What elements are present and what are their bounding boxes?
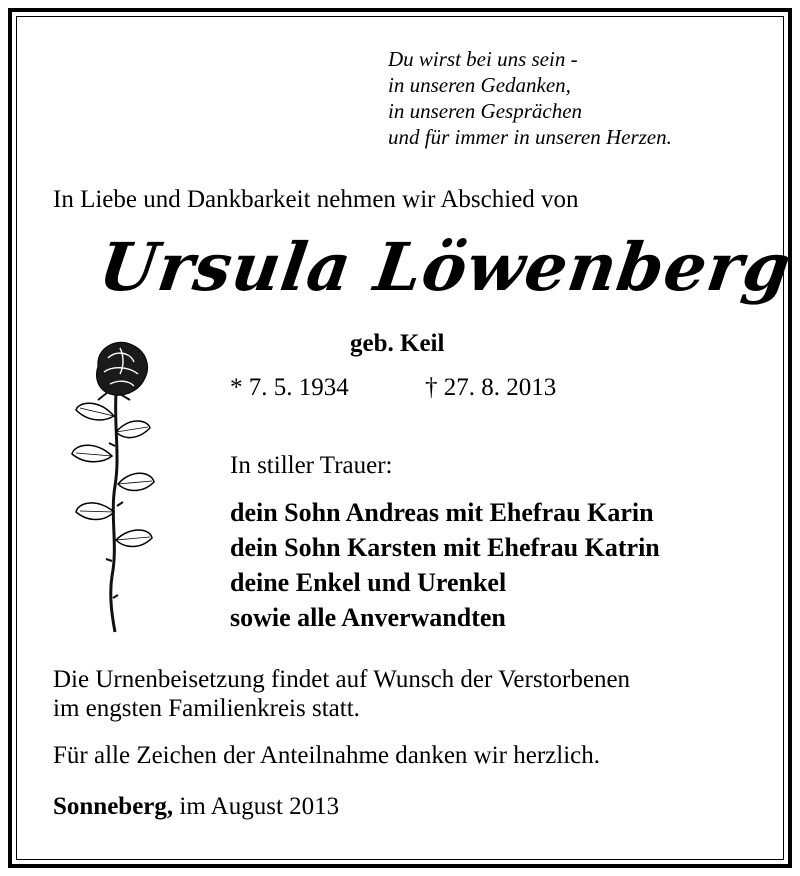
intro-text: In Liebe und Dankbarkeit nehmen wir Abschied von xyxy=(53,186,579,213)
mourner-line: dein Sohn Andreas mit Ehefrau Karin xyxy=(230,498,654,527)
memorial-quote xyxy=(388,46,672,150)
birth-date: * 7. 5. 1934 xyxy=(230,374,349,401)
mourning-heading: In stiller Trauer: xyxy=(230,452,393,479)
quote-line: in unseren Gesprächen xyxy=(388,99,583,123)
place-date xyxy=(53,793,339,821)
urn-line: Die Urnenbeisetzung findet auf Wunsch der Verstorbenen xyxy=(53,666,631,693)
mourner-line: dein Sohn Karsten mit Ehefrau Katrin xyxy=(230,533,660,562)
urn-line: im engsten Familienkreis statt. xyxy=(53,695,360,722)
place-name: Sonneberg, xyxy=(53,793,174,820)
mourner-line: deine Enkel und Urenkel xyxy=(230,568,507,597)
quote-line: Du wirst bei uns sein - xyxy=(388,47,578,71)
mourners-list xyxy=(230,495,660,635)
thanks-text: Für alle Zeichen der Anteilnahme danken wir herzlich. xyxy=(53,742,601,769)
death-date: † 27. 8. 2013 xyxy=(425,374,557,401)
quote-line: und für immer in unseren Herzen. xyxy=(388,125,672,149)
notice-date: im August 2013 xyxy=(179,793,340,820)
maiden-name: geb. Keil xyxy=(350,330,445,357)
rose-icon xyxy=(68,336,158,636)
urn-notice xyxy=(53,665,630,723)
mourner-line: sowie alle Anverwandten xyxy=(230,603,506,632)
deceased-name: Ursula Löwenberg xyxy=(94,228,797,306)
quote-line: in unseren Gedanken, xyxy=(388,73,571,97)
